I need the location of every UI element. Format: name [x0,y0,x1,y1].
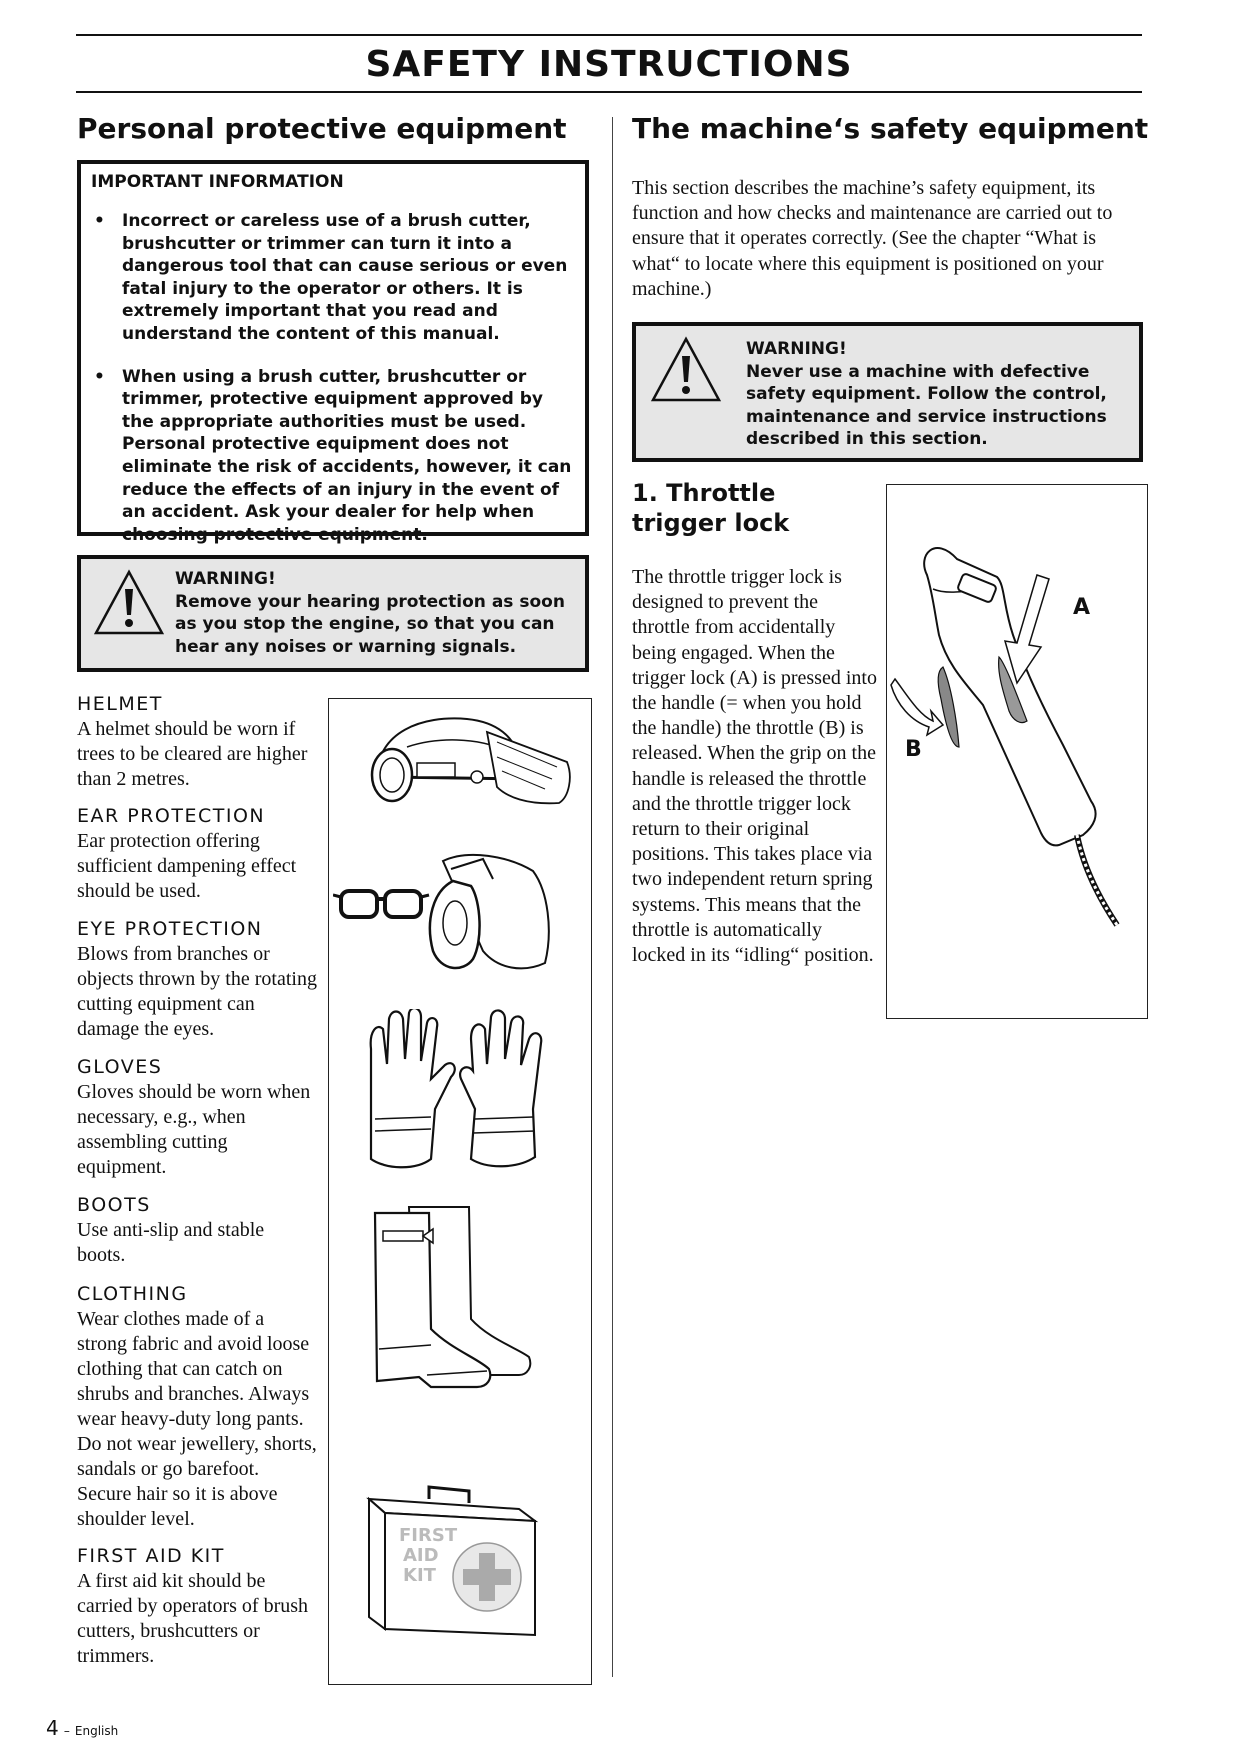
important-bullet: • When using a brush cutter, brushcutter or trimmer, protective equipment approved by the appropriate authorities must be used. Personal protective equipment does not eliminate the risk of accidents, however, it can reduce the effects of an injury in the event of an accident. Ask your dealer for help when choosing protective equipment. [91,366,575,547]
page-title: SAFETY INSTRUCTIONS [365,44,853,85]
first-aid-word: KIT [403,1565,436,1586]
ear-protection-text: Ear protection offering sufficient dampening effect should be used. [77,830,297,902]
important-information-list [91,210,575,546]
helmet-icon [347,707,577,817]
hearing-warning-content [175,568,585,658]
first-aid-kit-icon [359,1479,569,1639]
hearing-warning-title: WARNING! [175,569,276,589]
throttle-trigger-illustration [886,484,1148,1019]
glasses-and-ear-muffs-icon [333,851,583,981]
helmet-text: A helmet should be worn if trees to be cleared are higher than 2 metres. [77,718,308,790]
first-aid-kit-label: FIRST AID KIT [77,1545,225,1567]
first-aid-kit-text: A first aid kit should be carried by operators of brush cutters, brushcutters or trimmers. [77,1570,309,1667]
warning-triangle-icon [650,336,722,404]
gloves-label: GLOVES [77,1056,163,1078]
hearing-warning-box [77,555,589,672]
important-information-box [77,160,589,545]
protective-equipment-illustrations [328,698,592,1685]
column-divider [612,117,613,1677]
important-information-title: IMPORTANT INFORMATION [91,172,344,192]
top-rule [76,34,1142,36]
label-a: A [1073,595,1091,620]
eye-protection-label: EYE PROTECTION [77,918,263,940]
clothing-text: Wear clothes made of a strong fabric and avoid loose clothing that can catch on shrubs and branches. Always wear heavy-duty long pants. Do not wear jewellery, shorts, sandals or go barefoot. Secure hair so it is above shoulder level. [77,1308,317,1530]
ear-protection-label: EAR PROTECTION [77,805,266,827]
gloves-text: Gloves should be worn when necessary, e.g., when assembling cutting equipment. [77,1081,311,1178]
throttle-handle-icon [887,485,1149,1020]
title-rule [76,91,1142,93]
defective-equipment-warning-box [632,322,1143,462]
label-b: B [905,737,922,762]
defective-equipment-warning-title: WARNING! [746,339,847,359]
warning-triangle-icon [93,569,165,637]
machine-safety-equipment-heading: The machine‘s safety equipment [632,112,1149,145]
eye-protection-text: Blows from branches or objects thrown by the rotating cutting equipment can damage the eyes. [77,943,317,1040]
footer-language: English [74,1724,119,1738]
throttle-trigger-lock-heading: 1. Throttle trigger lock [632,479,790,537]
important-bullet: • Incorrect or careless use of a brush cutter, brushcutter or trimmer can turn it into a dangerous tool that can cause serious or even fatal injury to the operator or others. It is extremely important that you read and understand the content of this manual. [91,210,575,346]
boots-icon [369,1199,559,1389]
first-aid-word: AID [403,1545,439,1566]
gloves-icon [365,1009,565,1179]
defective-equipment-warning-content [746,338,1140,451]
helmet-label: HELMET [77,693,163,715]
first-aid-word: FIRST [399,1525,458,1546]
boots-text: Use anti-slip and stable boots. [77,1219,265,1266]
hearing-warning-text: Remove your hearing protection as soon as you stop the engine, so that you can hear any noises or warning signals. [175,591,565,657]
personal-protective-equipment-heading: Personal protective equipment [77,112,567,145]
page-number: 4 [46,1716,59,1740]
page-footer [46,1716,118,1740]
clothing-label: CLOTHING [77,1283,188,1305]
footer-separator: – [63,1724,70,1738]
boots-label: BOOTS [77,1194,151,1216]
defective-equipment-warning-text: Never use a machine with defective safety equipment. Follow the control, maintenance and service instructions described in this section. [746,361,1107,449]
safety-equipment-intro: This section describes the machine’s safety equipment, its function and how checks and maintenance are carried out to ensure that it operates correctly. (See the chapter “What is what“ to locate where this equipment is positioned on your machine.) [632,177,1113,300]
throttle-trigger-lock-text: The throttle trigger lock is designed to prevent the throttle from accidentally being engaged. When the trigger lock (A) is pressed into the handle (= when you hold the handle) the throttle (B) is released. When the grip on the handle is released the throttle and the throttle trigger lock return to their original positions. This takes place via two independent return spring systems. This means that the throttle is automatically locked in its “idling“ position. [632,566,877,967]
